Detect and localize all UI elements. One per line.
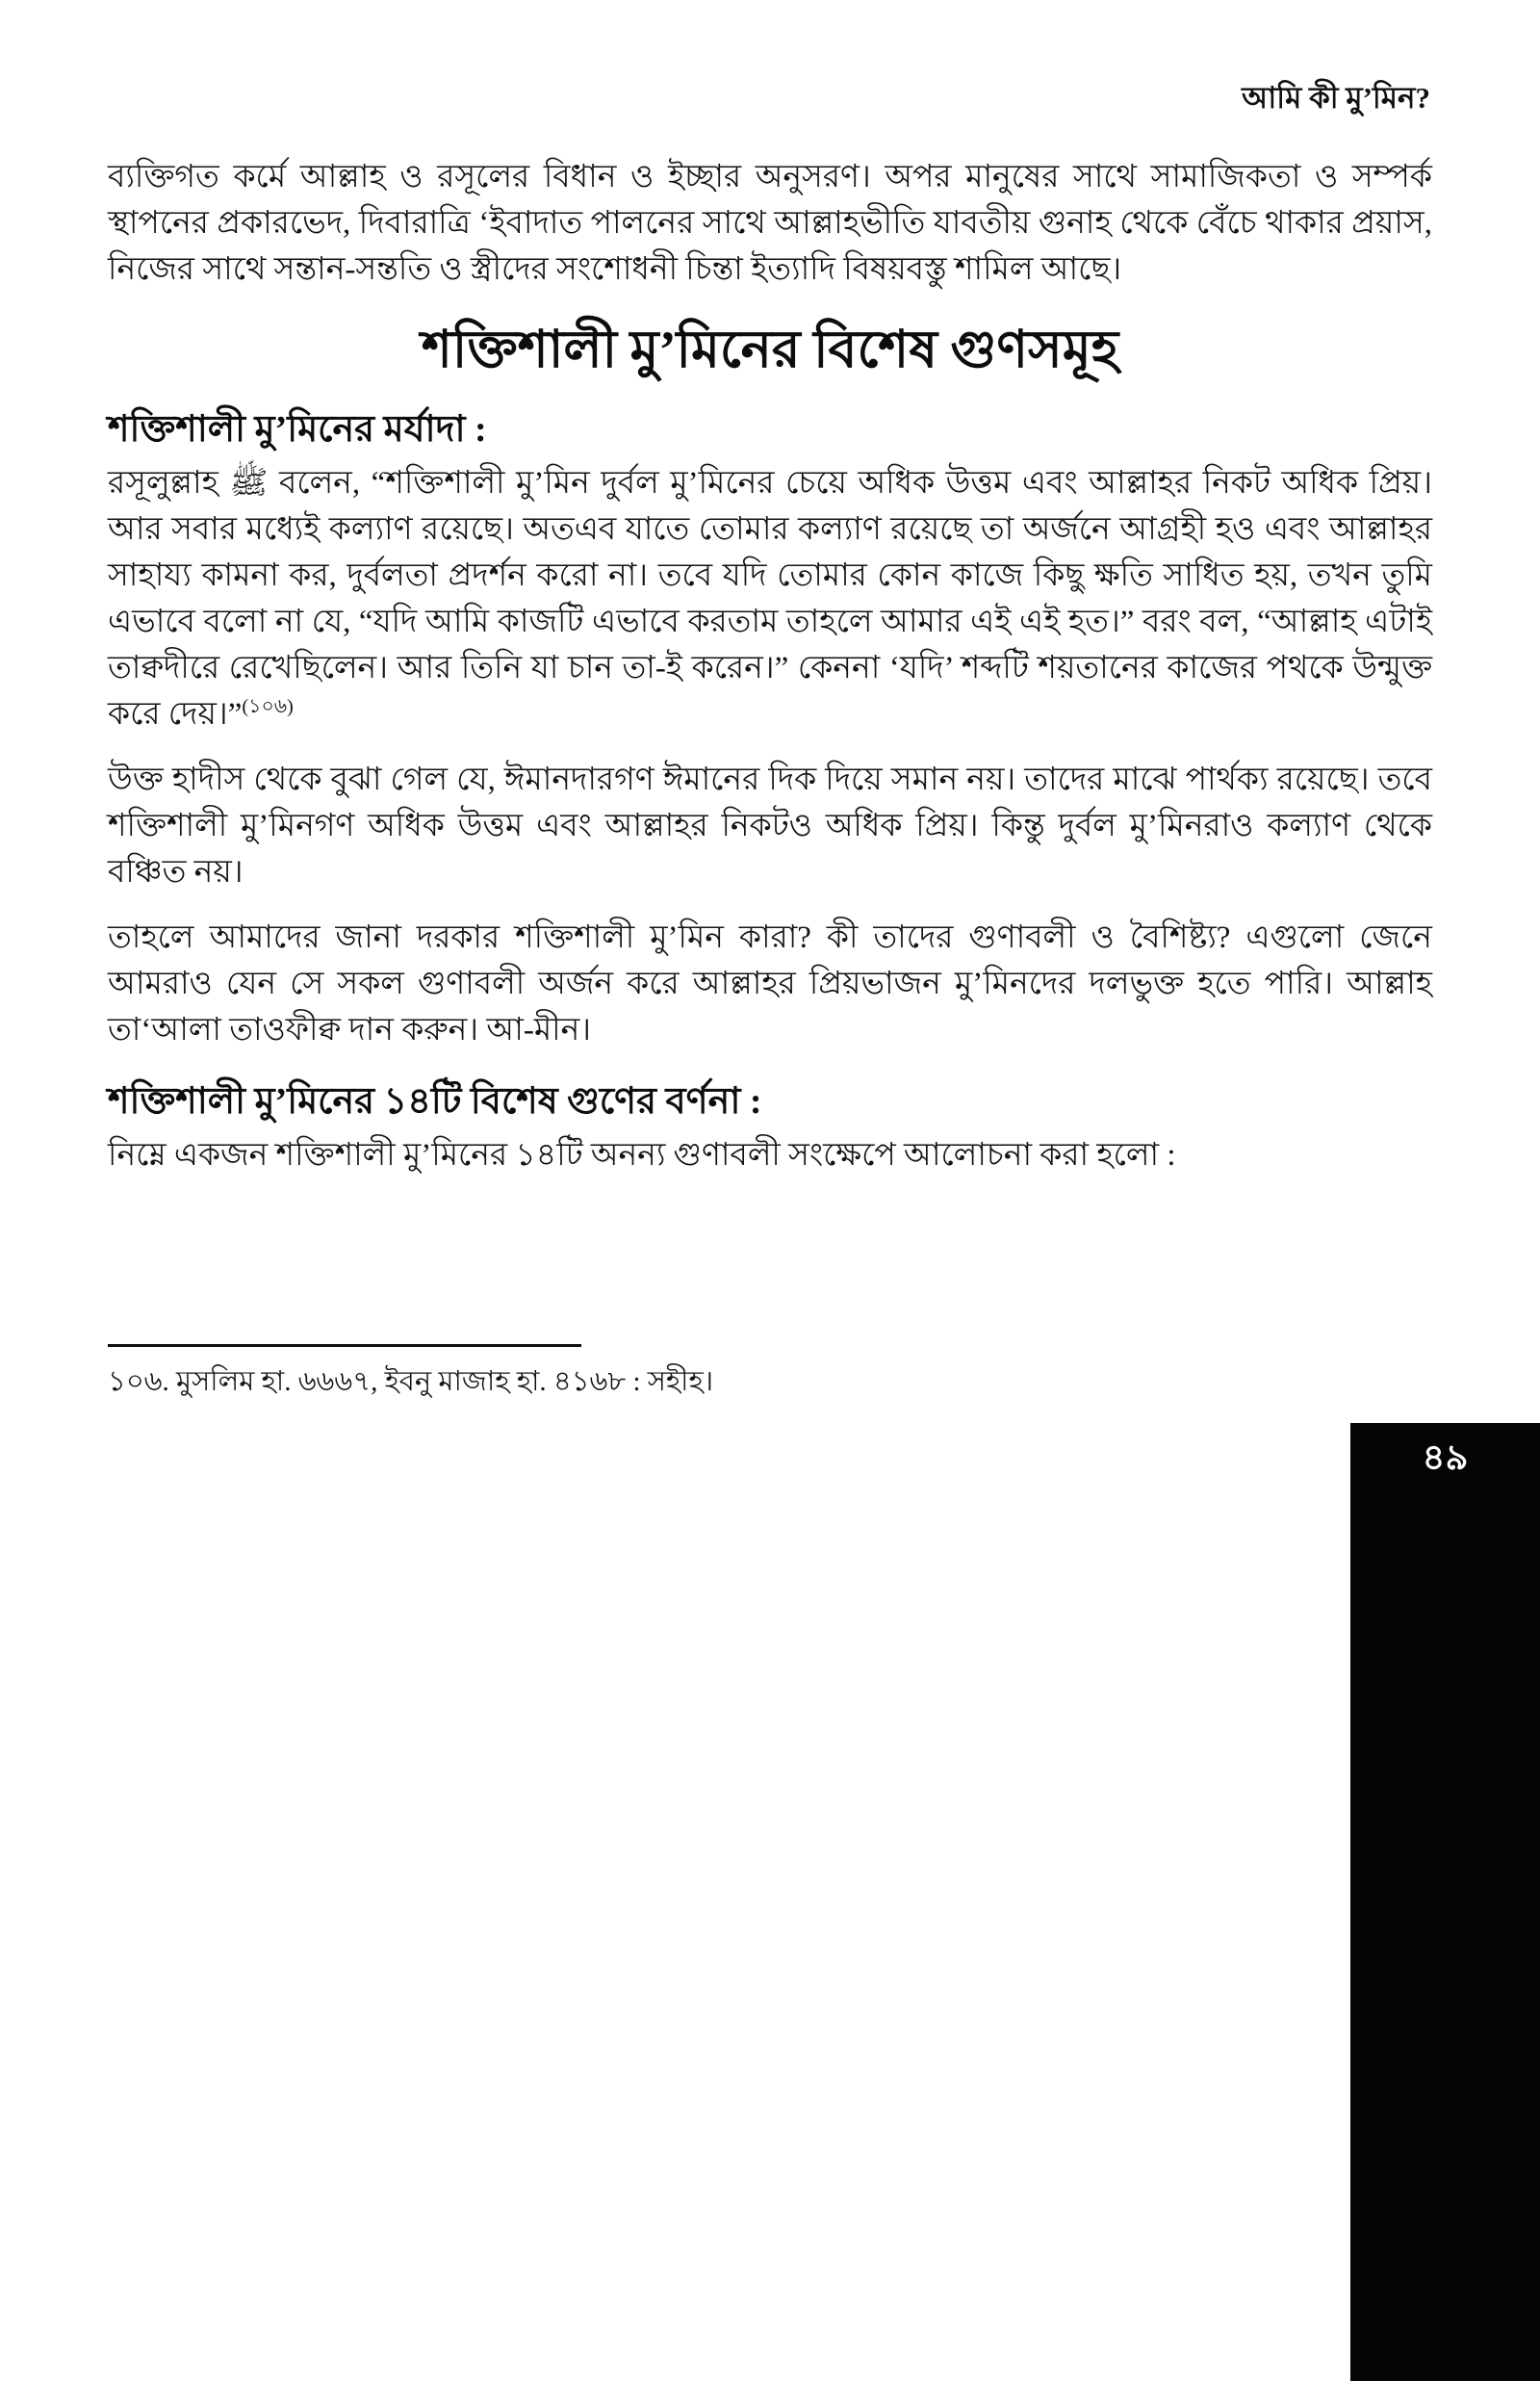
footnote-text: ১০৬. মুসলিম হা. ৬৬৬৭, ইবনু মাজাহ হা. ৪১৬৮ : সহীহ। xyxy=(108,1366,714,1397)
chapter-heading: শক্তিশালী মু’মিনের বিশেষ গুণসমূহ xyxy=(421,321,1119,378)
qualities-intro-paragraph: নিম্নে একজন শক্তিশালী মু’মিনের ১৪টি অনন্য গুণাবলী সংক্ষেপে আলোচনা করা হলো : xyxy=(108,1138,1176,1173)
motivation-paragraph: তাহলে আমাদের জানা দরকার শক্তিশালী মু’মিন কারা? কী তাদের গুণাবলী ও বৈশিষ্ট্য? এগুলো জেনে আমরাও যেন সে সকল গুণাবলী অর্জন করে আল্লাহর প্রিয়ভাজন মু’মিনদের দলভুক্ত হতে পারি। আল্লাহ তা‘আলা তাওফীক্ব দান করুন। আ-মীন। xyxy=(108,920,1432,1048)
footnote-block xyxy=(108,1344,1432,1401)
footnote-divider xyxy=(108,1344,581,1347)
hadith-text: রসূলুল্লাহ ﷺ বলেন, “শক্তিশালী মু’মিন দুর্বল মু’মিনের চেয়ে অধিক উত্তম এবং আল্লাহর নিকট অধিক প্রিয়। আর সবার মধ্যেই কল্যাণ রয়েছে। অতএব যাতে তোমার কল্যাণ রয়েছে তা অর্জনে আগ্রহী হও এবং আল্লাহর সাহায্য কামনা কর, দুর্বলতা প্রদর্শন করো না। তবে যদি তোমার কোন কাজে কিছু ক্ষতি সাধিত হয়, তখন তুমি এভাবে বলো না যে, “যদি আমি কাজটি এভাবে করতাম তাহলে আমার এই এই হত।” বরং বল, “আল্লাহ এটাই তাক্বদীরে রেখেছিলেন। আর তিনি যা চান তা-ই করেন।” কেননা ‘যদি’ শব্দটি শয়তানের কাজের পথকে উন্মুক্ত করে দেয়।” xyxy=(108,466,1432,732)
section-heading-fourteen-qualities: শক্তিশালী মু’মিনের ১৪টি বিশেষ গুণের বর্ণনা : xyxy=(108,1081,762,1122)
page-number-box xyxy=(1350,1423,1540,2381)
running-header: আমি কী মু’মিন? xyxy=(1242,81,1430,115)
section-heading-merit: শক্তিশালী মু’মিনের মর্যাদা : xyxy=(108,409,487,450)
page-number: ৪৯ xyxy=(1422,1438,1469,1478)
analysis-paragraph: উক্ত হাদীস থেকে বুঝা গেল যে, ঈমানদারগণ ঈমানের দিক দিয়ে সমান নয়। তাদের মাঝে পার্থক্য রয়েছে। তবে শক্তিশালী মু’মিনগণ অধিক উত্তম এবং আল্লাহর নিকটও অধিক প্রিয়। কিন্তু দুর্বল মু’মিনরাও কল্যাণ থেকে বঞ্চিত নয়। xyxy=(108,763,1432,890)
footnote-marker: (১০৬) xyxy=(242,696,294,717)
hadith-paragraph xyxy=(108,460,1432,738)
intro-paragraph: ব্যক্তিগত কর্মে আল্লাহ ও রসূলের বিধান ও ইচ্ছার অনুসরণ। অপর মানুষের সাথে সামাজিকতা ও সম্পর্ক স্থাপনের প্রকারভেদ, দিবারাত্রি ‘ইবাদাত পালনের সাথে আল্লাহভীতি যাবতীয় গুনাহ থেকে বেঁচে থাকার প্রয়াস, নিজের সাথে সন্তান-সন্ততি ও স্ত্রীদের সংশোধনী চিন্তা ইত্যাদি বিষয়বস্তু শামিল আছে। xyxy=(108,160,1432,287)
